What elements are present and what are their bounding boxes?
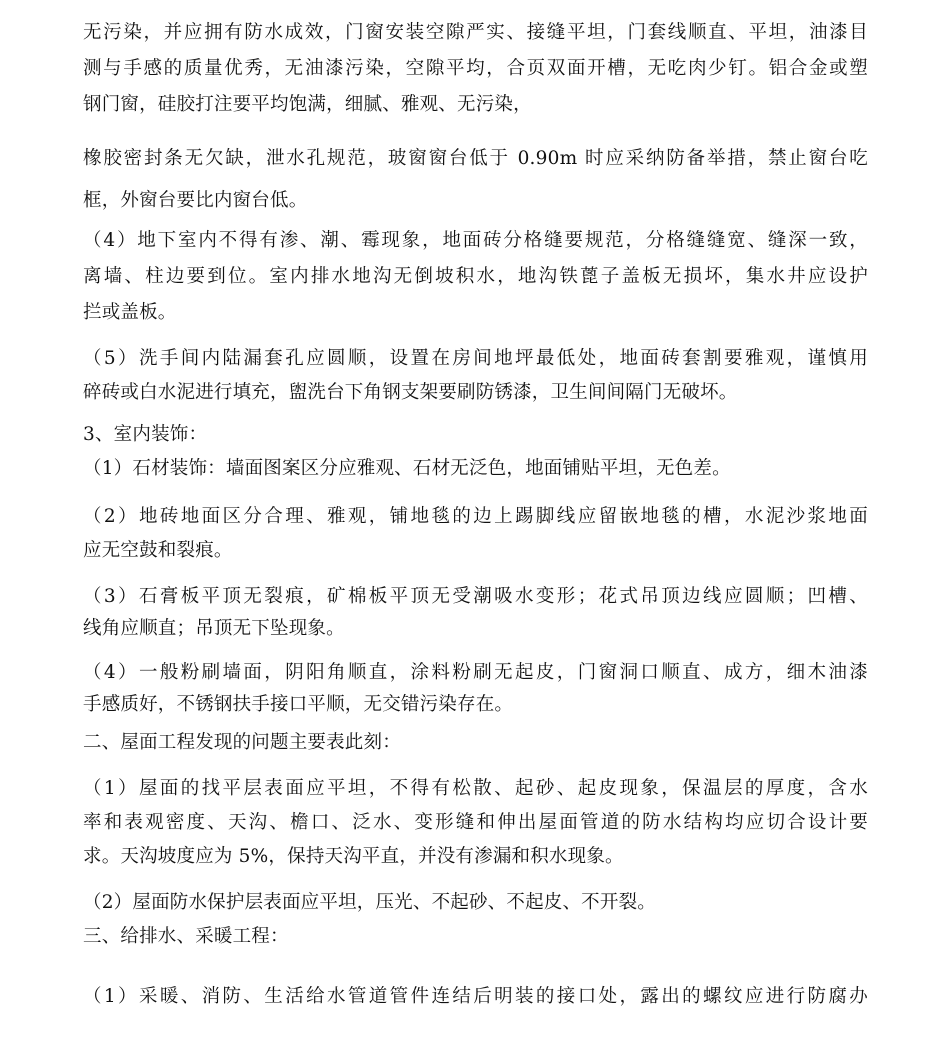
text-line: （4）一般粉刷墙面，阴阳角顺直，涂料粉刷无起皮，门窗洞口顺直、成方，细木油漆 bbox=[83, 662, 868, 683]
text-line: （1）石材装饰：墙面图案区分应雅观、石材无泛色，地面铺贴平坦，无色差。 bbox=[83, 458, 731, 479]
text-line: 测与手感的质量优秀，无油漆污染，空隙平均，合页双面开槽，无吃肉少钉。铝合金或塑 bbox=[83, 58, 868, 79]
text-line: 线角应顺直；吊顶无下坠现象。 bbox=[83, 618, 345, 639]
text-line: 碎砖或白水泥进行填充，盥洗台下角钢支架要刷防锈漆，卫生间间隔门无破坏。 bbox=[83, 382, 738, 403]
text-line: （5）洗手间内陆漏套孔应圆顺，设置在房间地坪最低处，地面砖套割要雅观，谨慎用 bbox=[83, 348, 868, 369]
text-line: 钢门窗，硅胶打注要平均饱满，细腻、雅观、无污染， bbox=[83, 94, 532, 115]
text-line: 应无空鼓和裂痕。 bbox=[83, 540, 233, 561]
text-line: （4）地下室内不得有渗、潮、霉现象，地面砖分格缝要规范，分格缝缝宽、缝深一致， bbox=[83, 230, 868, 251]
text-line: 拦或盖板。 bbox=[83, 302, 177, 323]
section-heading: 二、屋面工程发现的问题主要表此刻： bbox=[83, 732, 401, 753]
text-line: （1）采暖、消防、生活给水管道管件连结后明装的接口处，露出的螺纹应进行防腐办 bbox=[83, 986, 868, 1007]
text-line: 橡胶密封条无欠缺，泄水孔规范，玻窗窗台低于 0.90m 时应采纳防备举措，禁止窗台吃 bbox=[83, 148, 868, 169]
text-line: （1）屋面的找平层表面应平坦，不得有松散、起砂、起皮现象，保温层的厚度，含水 bbox=[83, 778, 868, 799]
text-line: （2）屋面防水保护层表面应平坦，压光、不起砂、不起皮、不开裂。 bbox=[83, 892, 656, 913]
text-line: 手感质好，不锈钢扶手接口平顺，无交错污染存在。 bbox=[83, 694, 514, 715]
text-line: 框，外窗台要比内窗台低。 bbox=[83, 190, 308, 211]
text-line: 无污染，并应拥有防水成效，门窗安装空隙严实、接缝平坦，门套线顺直、平坦，油漆目 bbox=[83, 22, 868, 43]
section-heading: 三、给排水、采暖工程： bbox=[83, 926, 289, 947]
text-line: （3）石膏板平顶无裂痕，矿棉板平顶无受潮吸水变形；花式吊顶边线应圆顺；凹槽、 bbox=[83, 586, 868, 607]
text-line: 求。天沟坡度应为 5%，保持天沟平直，并没有渗漏和积水现象。 bbox=[83, 846, 624, 867]
text-line: （2）地砖地面区分合理、雅观，铺地毯的边上踢脚线应留嵌地毯的槽，水泥沙浆地面 bbox=[83, 506, 868, 527]
text-line: 率和表观密度、天沟、檐口、泛水、变形缝和伸出屋面管道的防水结构均应切合设计要 bbox=[83, 812, 868, 833]
section-heading: 3、室内装饰： bbox=[83, 424, 208, 445]
text-line: 离墙、柱边要到位。室内排水地沟无倒坡积水，地沟铁蓖子盖板无损坏，集水井应设护 bbox=[83, 266, 868, 287]
